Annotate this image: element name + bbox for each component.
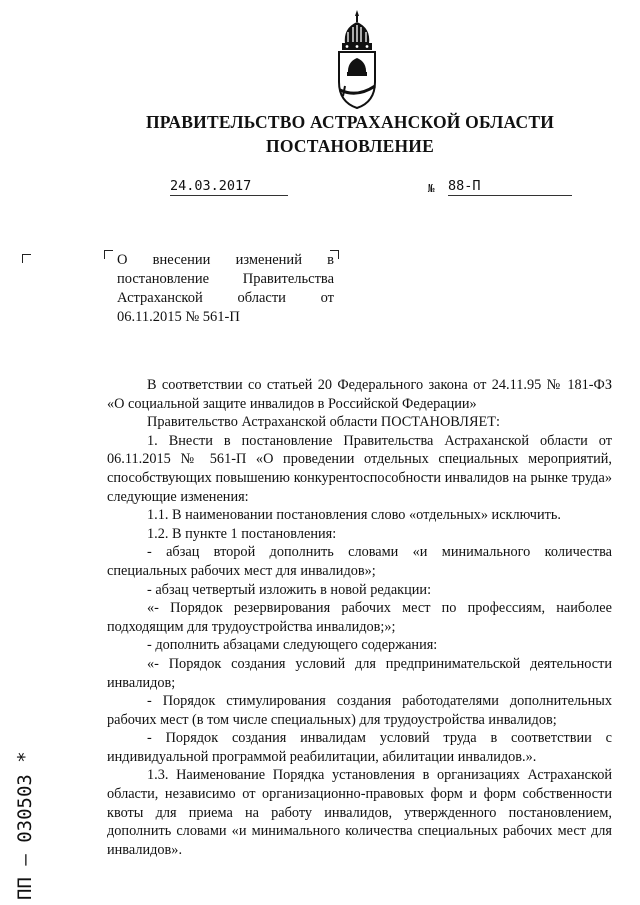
corner-mark: [22, 254, 31, 263]
body-paragraph: - Порядок стимулирования создания работодателями дополнительных рабочих мест (в том числе специальных) для трудоустройства инвалидов;: [107, 693, 612, 728]
body-paragraph: - абзац четвертый изложить в новой редакции:: [147, 581, 432, 598]
body-paragraph: «- Порядок резервирования рабочих мест по профессиям, наиболее подходящим для трудоустройства инвалидов;»;: [107, 600, 612, 635]
body-paragraph: - дополнить абзацами следующего содержания:: [147, 637, 438, 654]
corner-mark: [104, 250, 113, 259]
body-paragraph: - абзац второй дополнить словами «и минимального количества специальных рабочих мест для инвалидов»;: [107, 544, 612, 579]
body-paragraph: 1.1. В наименовании постановления слово «отдельных» исключить.: [147, 507, 561, 524]
document-subject: О внесении изменений в постановление Правительства Астраханской области от 06.11.2015 № 561-П: [117, 252, 334, 325]
document-number: 88-П: [448, 178, 572, 196]
document-type-title: ПОСТАНОВЛЕНИЕ: [266, 136, 434, 156]
document-body: [107, 376, 612, 859]
organization-title: ПРАВИТЕЛЬСТВО АСТРАХАНСКОЙ ОБЛАСТИ: [145, 112, 555, 132]
body-paragraph: 1. Внести в постановление Правительства Астраханской области от 06.11.2015 № 561-П «О проведении отдельных специальных мероприятий, способствующих повышению конкурентоспособности инвалидов на рынке труда» следующие изменения:: [107, 432, 612, 505]
body-paragraph: 1.2. В пункте 1 постановления:: [147, 525, 337, 542]
number-label: №: [428, 182, 435, 195]
coat-of-arms-icon: [331, 8, 383, 110]
body-paragraph: «- Порядок создания условий для предпринимательской деятельности инвалидов;: [107, 655, 612, 691]
body-paragraph: Правительство Астраханской области ПОСТАНОВЛЯЕТ:: [147, 414, 500, 431]
body-paragraph: В соответствии со статьей 20 Федерального закона от 24.11.95 № 181-ФЗ «О социальной защите инвалидов в Российской Федерации»: [107, 377, 612, 412]
document-date: 24.03.2017: [170, 178, 288, 196]
margin-stamp: [14, 700, 44, 900]
body-paragraph: - Порядок создания инвалидам условий труда в соответствии с индивидуальной программой реабилитации, абилитации инвалидов.».: [107, 730, 612, 765]
body-paragraph: 1.3. Наименование Порядка установления в организациях Астраханской области, независимо от организационно-правовых форм и форм собственности квоты для приема на работу инвалидов, утвержденного постановлением, дополнить словами «и минимального количества специальных рабочих мест для инвалидов».: [107, 767, 612, 858]
margin-stamp-text: ПП – 030503 *: [14, 751, 36, 900]
